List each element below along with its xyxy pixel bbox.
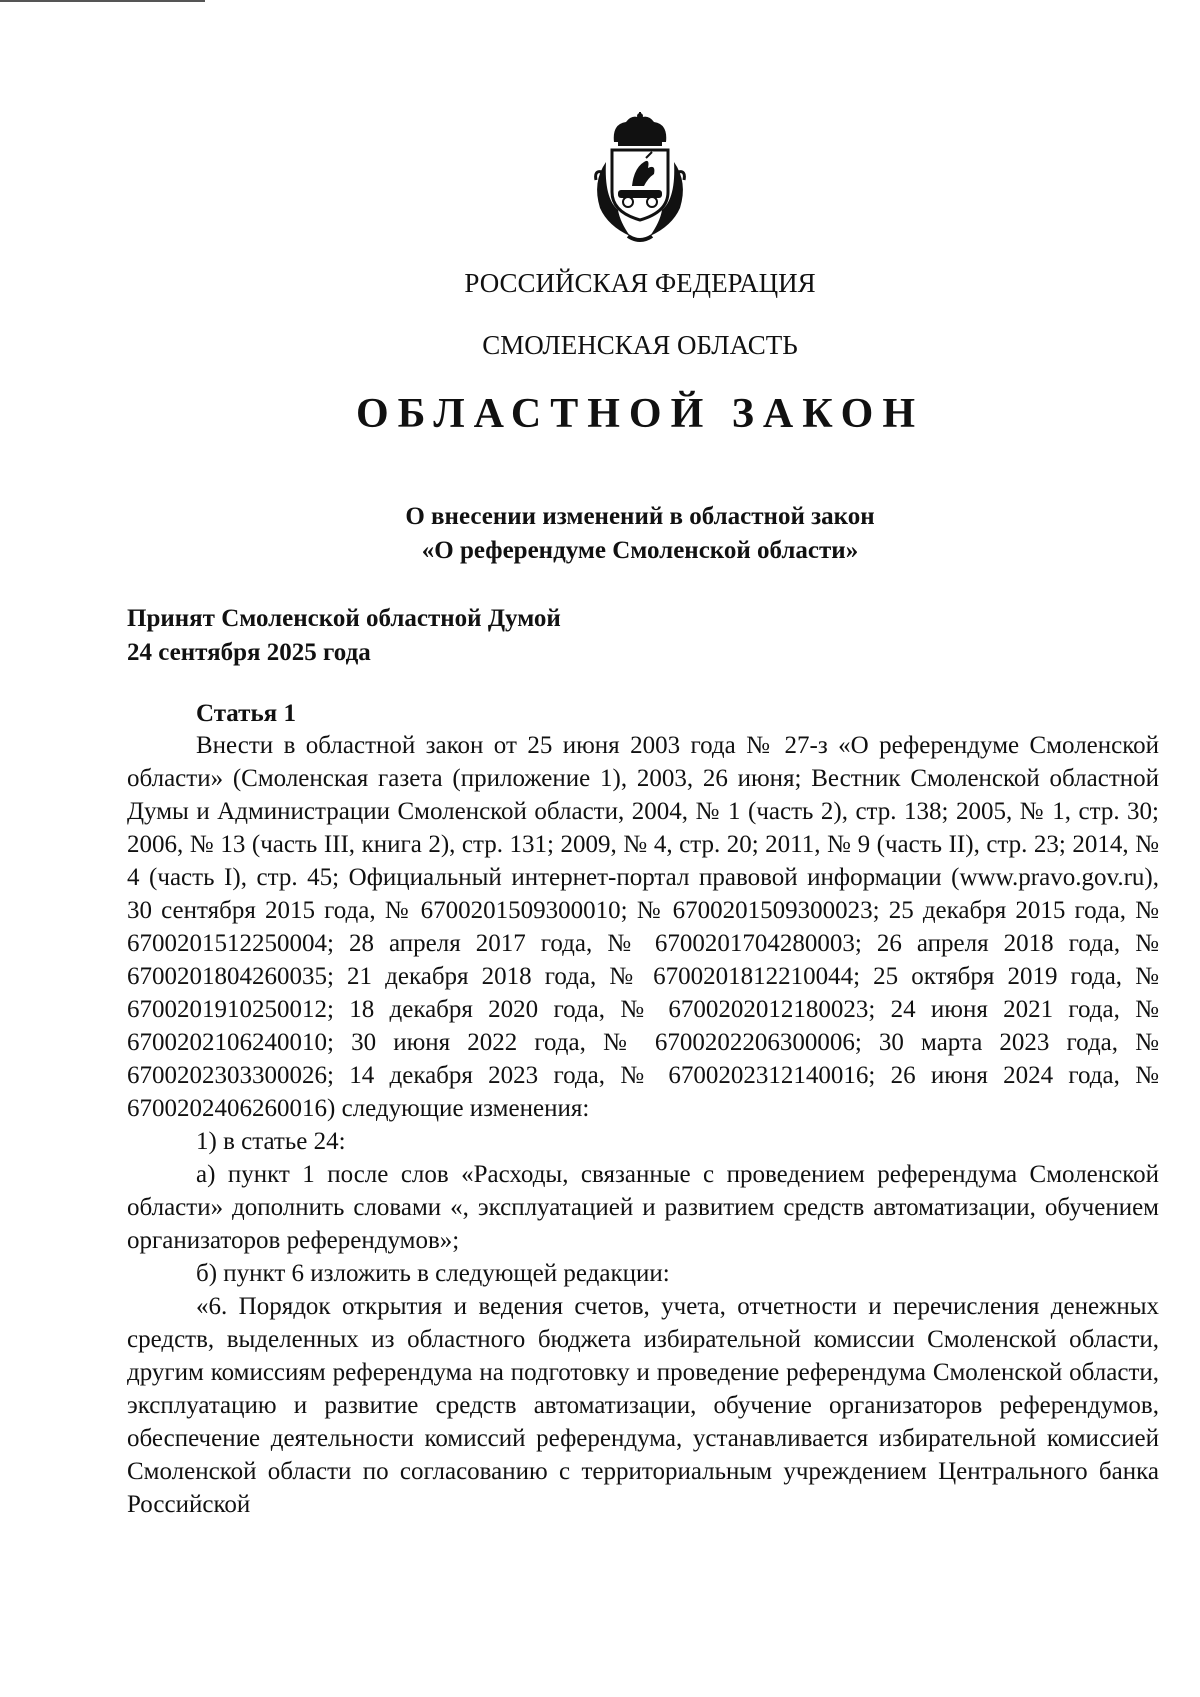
article-paragraph: а) пункт 1 после слов «Расходы, связанные с проведением референдума Смоленской области» дополнить словами «, эксплуатацией и развитием средств автоматизации, обучением организаторов референдумов»;: [127, 1161, 1159, 1254]
article-paragraph: б) пункт 6 изложить в следующей редакции:: [196, 1260, 670, 1287]
article-paragraph: «6. Порядок открытия и ведения счетов, учета, отчетности и перечисления денежных средств, выделенных из областного бюджета избирательной комиссии Смоленской области, другим комиссиям референдума на подготовку и проведение референдума Смоленской области, эксплуатацию и развитие средств автоматизации, обучение организаторов референдумов, обеспечение деятельности комиссий референдума, устанавливается избирательной комиссией Смоленской области по согласованию с территориальным учреждением Центрального банка Российской: [127, 1293, 1159, 1518]
article-body: [127, 729, 1159, 1521]
law-title: [40, 500, 1200, 568]
article-paragraph: 1) в статье 24:: [196, 1128, 346, 1155]
adoption-body: Принят Смоленской областной Думой: [127, 605, 561, 632]
document-type-heading: ОБЛАСТНОЙ ЗАКОН: [355, 391, 925, 437]
adoption-date: 24 сентября 2025 года: [127, 639, 371, 666]
law-title-line-2: «О референдуме Смоленской области»: [421, 537, 859, 564]
law-title-line-1: О внесении изменений в областной закон: [405, 503, 875, 530]
country-heading: РОССИЙСКАЯ ФЕДЕРАЦИЯ: [464, 268, 816, 298]
scan-edge-line: [0, 0, 205, 2]
article-paragraph: Внести в областной закон от 25 июня 2003 года № 27-з «О референдуме Смоленской области» (Смоленская газета (приложение 1), 2003, 26 июня; Вестник Смоленской областной Думы и Администрации Смоленской области, 2004, № 1 (часть 2), стр. 138; 2005, № 1, стр. 30; 2006, № 13 (часть III, книга 2), стр. 131; 2009, № 4, стр. 20; 2011, № 9 (часть II), стр. 23; 2014, № 4 (часть I), стр. 45; Официальный интернет-портал правовой информации (www.pravo.gov.ru), 30 сентября 2015 года, № 6700201509300010; № 6700201509300023; 25 декабря 2015 года, № 6700201512250004; 28 апреля 2017 года, № 6700201704280003; 26 апреля 2018 года, № 6700201804260035; 21 декабря 2018 года, № 6700201812210044; 25 октября 2019 года, № 6700201910250012; 18 декабря 2020 года, № 6700202012180023; 24 июня 2021 года, № 6700202106240010; 30 июня 2022 года, № 6700202206300006; 30 марта 2023 года, № 6700202303300026; 14 декабря 2023 года, № 6700202312140016; 26 июня 2024 года, № 6700202406260016) следующие изменения:: [127, 732, 1159, 1122]
region-heading: СМОЛЕНСКАЯ ОБЛАСТЬ: [482, 330, 798, 360]
adoption-info: [127, 602, 561, 670]
smolensk-coat-of-arms-icon: [584, 112, 696, 244]
article-heading: Статья 1: [196, 700, 296, 727]
